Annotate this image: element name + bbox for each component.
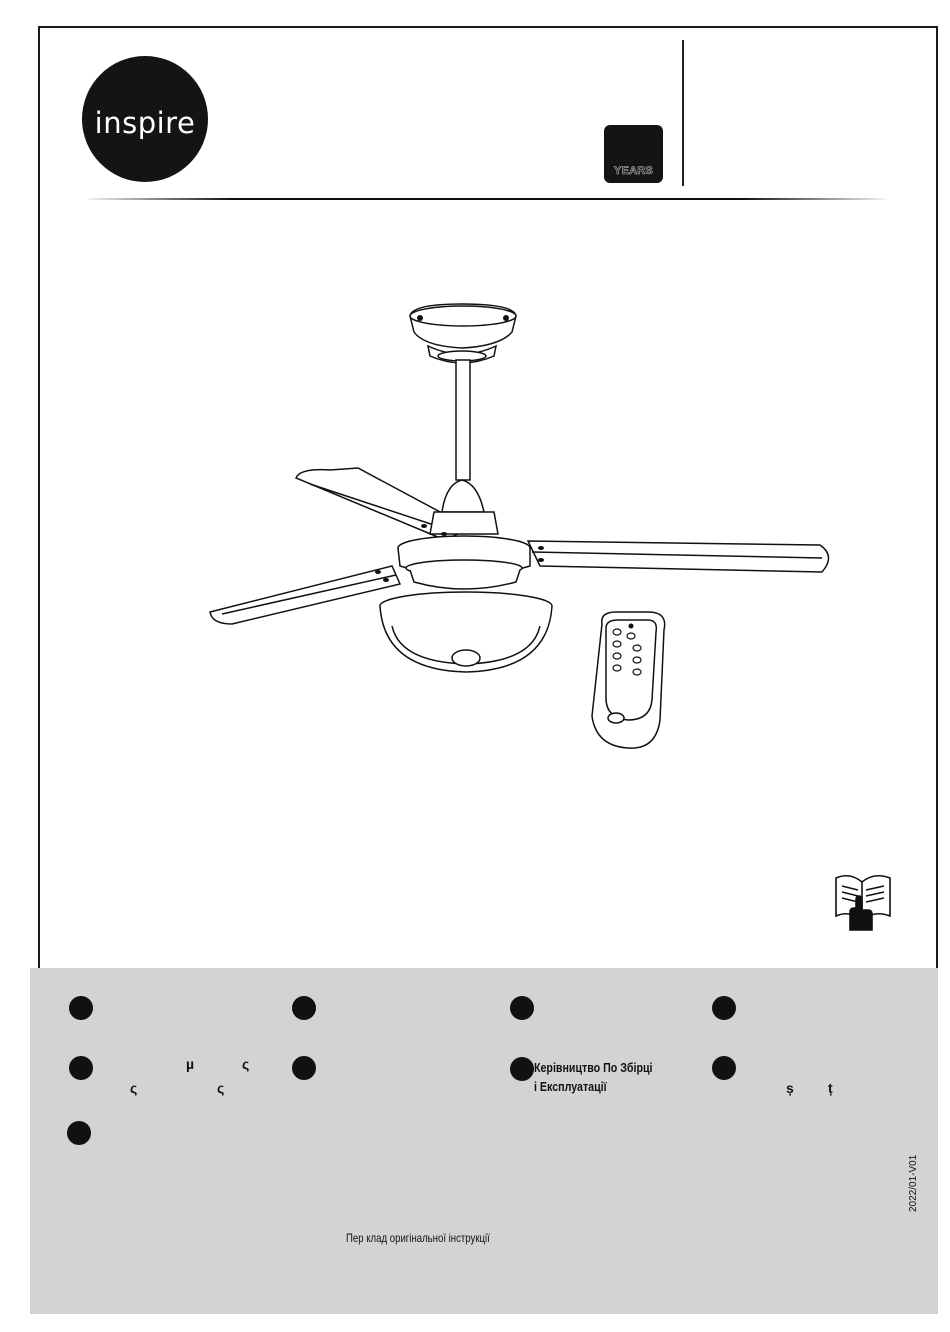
- brand-logo-text: inspire: [94, 106, 196, 140]
- translation-note: Пер клад оригінальної інструкції: [346, 1231, 490, 1245]
- romanian-glyph-t: ț: [828, 1080, 833, 1096]
- greek-glyph-mu: µ: [186, 1056, 195, 1072]
- greek-glyph-final-sigma-2: ς: [130, 1080, 138, 1096]
- language-dot-9: [67, 1121, 91, 1145]
- language-dot-4: [712, 996, 736, 1020]
- document-code: 2022/01-V01: [908, 1154, 919, 1212]
- language-dot-1: [69, 996, 93, 1020]
- warranty-years-label: YEARS: [614, 165, 653, 177]
- ukrainian-manual-title: [534, 1058, 653, 1096]
- language-dot-3: [510, 996, 534, 1020]
- ukrainian-title-line2: і Експлуатації: [534, 1079, 607, 1094]
- header-vertical-divider: [682, 40, 684, 186]
- read-manual-icon: [832, 868, 894, 934]
- language-dot-7: [510, 1057, 534, 1081]
- romanian-glyph-s: ș: [786, 1080, 794, 1096]
- language-dot-6: [292, 1056, 316, 1080]
- brand-logo: [82, 56, 208, 182]
- greek-glyph-final-sigma-1: ς: [242, 1056, 250, 1072]
- language-dot-8: [712, 1056, 736, 1080]
- warranty-years-badge: [604, 125, 663, 183]
- language-dot-2: [292, 996, 316, 1020]
- language-panel: [30, 968, 938, 1314]
- language-dot-5: [69, 1056, 93, 1080]
- header-horizontal-rule: [88, 198, 886, 200]
- greek-glyph-final-sigma-3: ς: [217, 1080, 225, 1096]
- ceiling-fan-illustration: [200, 290, 840, 760]
- ukrainian-title-line1: Керівництво По Збірці: [534, 1060, 653, 1075]
